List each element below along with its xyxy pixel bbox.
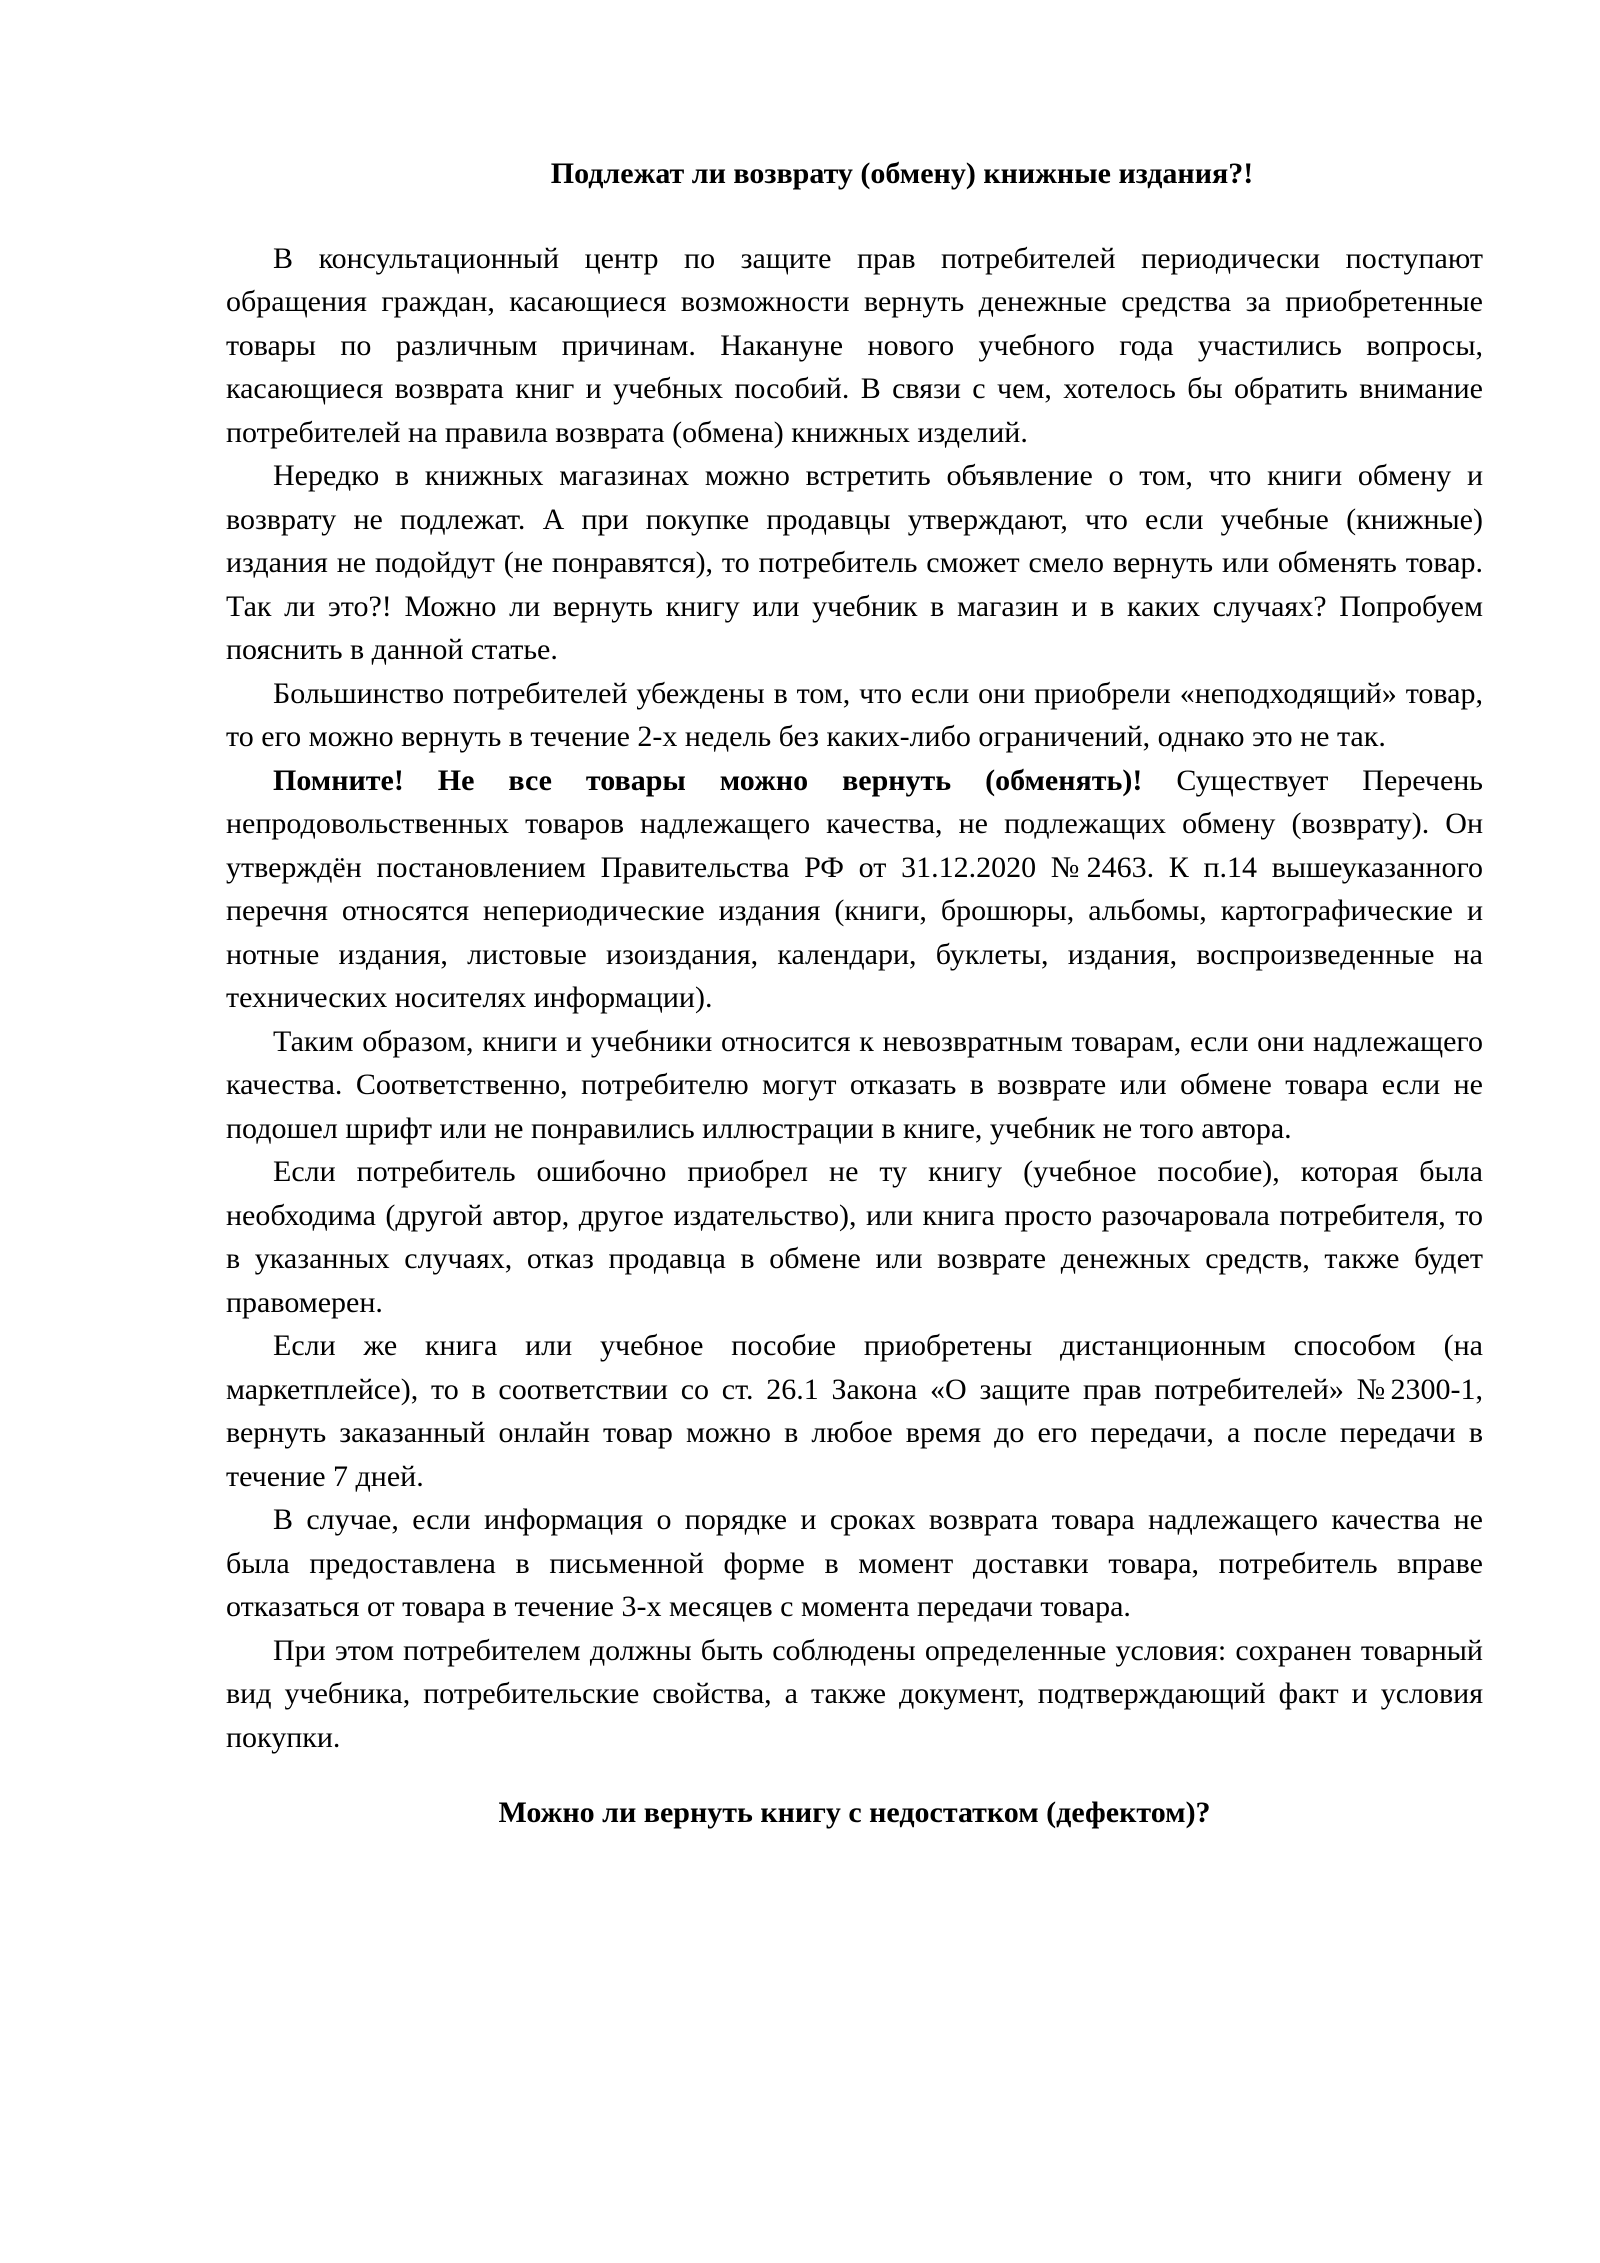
paragraph-text: При этом потребителем должны быть соблюдены определенные условия: сохранен товарный вид учебника, потребительские свойства, а также документ, подтверждающий факт и условия покупки. [226,1633,1483,1754]
paragraph [226,1020,1483,1151]
paragraph-text: В случае, если информация о порядке и сроках возврата товара надлежащего качества не была предоставлена в письменной форме в момент доставки товара, потребитель вправе отказаться от товара в течение 3-х месяцев с момента передачи товара. [226,1503,1483,1623]
paragraph [226,759,1483,1020]
paragraph-text: Если же книга или учебное пособие приобретены дистанционным способом (на маркетплейсе), то в соответствии со ст. 26.1 Закона «О защите прав потребителей» №2300-1, вернуть заказанный онлайн товар можно в любое время до его передачи, а после передачи в течение 7 дней. [226,1329,1483,1493]
paragraph-text: Если потребитель ошибочно приобрел не ту книгу (учебное пособие), которая была необходима (другой автор, другое издательство), или книга просто разочаровала потребителя, то в указанных случаях, отказ продавца в обмене или возврате денежных средств, также будет правомерен. [226,1155,1483,1319]
paragraph-text: Существует Перечень непродовольственных товаров надлежащего качества, не подлежащих обмену (возврату). Он утверждён постановлением Правительства РФ от 31.12.2020 №2463. К п.14 вышеуказанного перечня относятся непериодические издания (книги, брошюры, альбомы, картографические и нотные издания, листовые изоиздания, календари, буклеты, издания, воспроизведенные на технических носителях информации). [226,763,1483,1014]
paragraph-text: Большинство потребителей убеждены в том, что если они приобрели «неподходящий» товар, то его можно вернуть в течение 2-х недель без каких-либо ограничений, однако это не так. [226,676,1483,753]
paragraph-text: В консультационный центр по защите прав потребителей периодически поступают обращения граждан, касающиеся возможности вернуть денежные средства за приобретенные товары по различным причинам. Накануне нового учебного года участились вопросы, касающиеся возврата книг и учебных пособий. В связи с чем, хотелось бы обратить внимание потребителей на правила возврата (обмена) книжных изделий. [226,241,1483,449]
paragraph-text: Таким образом, книги и учебники относится к невозвратным товарам, если они надлежащего качества. Соответственно, потребителю могут отказать в возврате или обмене товара если не подошел шрифт или не понравились иллюстрации в книге, учебник не того автора. [226,1024,1483,1145]
paragraph [226,672,1483,759]
section-subheading: Можно ли вернуть книгу с недостатком (дефектом)? [498,1796,1211,1829]
paragraph-text-bold: Помните! Не все товары можно вернуть (обменять)! [273,763,1143,797]
paragraph [226,1324,1483,1498]
document-title: Подлежат ли возврату (обмену) книжные издания?! [550,157,1254,190]
paragraph [226,1498,1483,1629]
paragraph [226,237,1483,455]
document-body [226,237,1483,1760]
paragraph [226,454,1483,672]
paragraph [226,1150,1483,1324]
paragraph [226,1629,1483,1760]
paragraph-text: Нередко в книжных магазинах можно встретить объявление о том, что книги обмену и возврату не подлежат. А при покупке продавцы утверждают, что если учебные (книжные) издания не подойдут (не понравятся), то потребитель сможет смело вернуть или обменять товар. Так ли это?! Можно ли вернуть книгу или учебник в магазин и в каких случаях? Попробуем пояснить в данной статье. [226,459,1483,666]
